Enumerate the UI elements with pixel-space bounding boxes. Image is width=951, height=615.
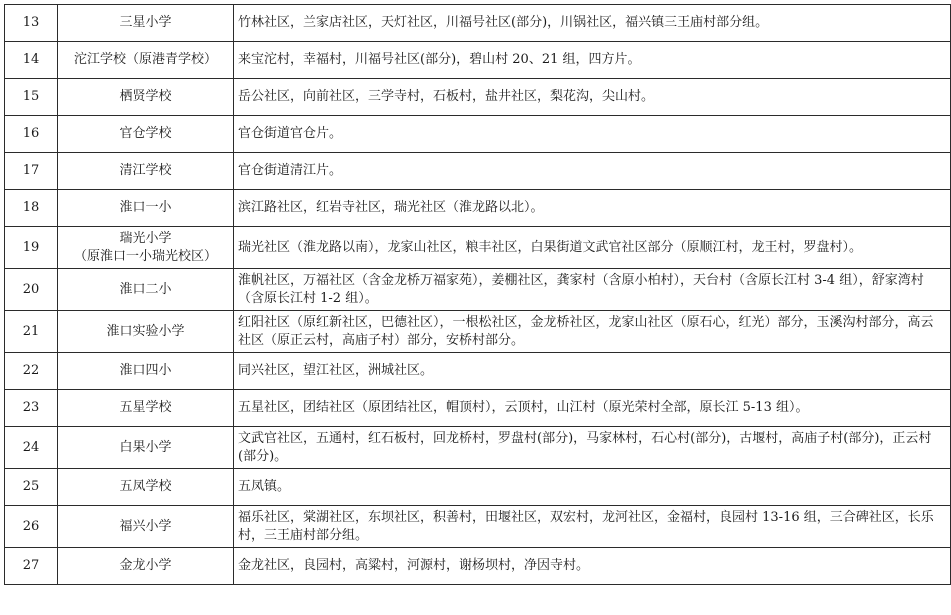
row-number: 26 xyxy=(5,506,58,548)
catchment-area: 滨江路社区，红岩寺社区，瑞光社区（淮龙路以北）。 xyxy=(234,190,951,227)
school-name: 淮口实验小学 xyxy=(58,311,234,353)
school-name: 五凤学校 xyxy=(58,469,234,506)
catchment-area: 岳公社区，向前社区，三学寺村，石板村，盐井社区，梨花沟，尖山村。 xyxy=(234,79,951,116)
row-number: 23 xyxy=(5,390,58,427)
catchment-area: 文武官社区，五通村，红石板村，回龙桥村，罗盘村(部分)，马家林村，石心村(部分)，古堰村，高庙子村(部分)，正云村(部分)。 xyxy=(234,427,951,469)
table-row xyxy=(5,311,951,353)
table-row xyxy=(5,79,951,116)
table-row xyxy=(5,116,951,153)
catchment-area: 红阳社区（原红新社区，巴德社区），一根松社区，金龙桥社区，龙家山社区（原石心，红光）部分，玉溪沟村部分，高云社区（原正云村，高庙子村）部分，安桥村部分。 xyxy=(234,311,951,353)
row-number: 22 xyxy=(5,353,58,390)
school-name: 栖贤学校 xyxy=(58,79,234,116)
row-number: 17 xyxy=(5,153,58,190)
catchment-area: 瑞光社区（淮龙路以南），龙家山社区，粮丰社区，白果街道文武官社区部分（原顺江村，龙王村，罗盘村）。 xyxy=(234,227,951,269)
row-number: 16 xyxy=(5,116,58,153)
table-row xyxy=(5,153,951,190)
row-number: 24 xyxy=(5,427,58,469)
row-number: 14 xyxy=(5,42,58,79)
school-name: 福兴小学 xyxy=(58,506,234,548)
row-number: 18 xyxy=(5,190,58,227)
table-row xyxy=(5,427,951,469)
school-name: 五星学校 xyxy=(58,390,234,427)
catchment-area: 来宝沱村，幸福村，川福号社区(部分)，碧山村 20、21 组，四方片。 xyxy=(234,42,951,79)
school-name: 金龙小学 xyxy=(58,548,234,585)
catchment-area: 五凤镇。 xyxy=(234,469,951,506)
table-row xyxy=(5,227,951,269)
school-name: 淮口四小 xyxy=(58,353,234,390)
catchment-area: 官仓街道官仓片。 xyxy=(234,116,951,153)
school-name: 三星小学 xyxy=(58,5,234,42)
table-row xyxy=(5,5,951,42)
school-name: 淮口一小 xyxy=(58,190,234,227)
catchment-area: 淮帆社区，万福社区（含金龙桥万福家苑），姜棚社区，龚家村（含原小柏村），天台村（含原长江村 3-4 组），舒家湾村（含原长江村 1-2 组）。 xyxy=(234,269,951,311)
school-name xyxy=(58,227,234,269)
catchment-area: 官仓街道清江片。 xyxy=(234,153,951,190)
school-name-line-2: （原淮口一小瑞光校区） xyxy=(73,248,217,264)
row-number: 25 xyxy=(5,469,58,506)
row-number: 21 xyxy=(5,311,58,353)
catchment-area: 竹林社区，兰家店社区，天灯社区，川福号社区(部分)，川锅社区，福兴镇三王庙村部分组。 xyxy=(234,5,951,42)
table-row xyxy=(5,548,951,585)
row-number: 13 xyxy=(5,5,58,42)
row-number: 20 xyxy=(5,269,58,311)
school-name: 清江学校 xyxy=(58,153,234,190)
school-name: 白果小学 xyxy=(58,427,234,469)
table-row xyxy=(5,42,951,79)
table-row xyxy=(5,506,951,548)
table-row xyxy=(5,269,951,311)
table-row xyxy=(5,190,951,227)
catchment-area: 同兴社区，望江社区，洲城社区。 xyxy=(234,353,951,390)
table-row xyxy=(5,390,951,427)
row-number: 19 xyxy=(5,227,58,269)
catchment-area: 福乐社区，棠湖社区，东坝社区，积善村，田堰社区，双宏村，龙河社区，金福村，良园村 13-16 组，三合碑社区，长乐村，三王庙村部分组。 xyxy=(234,506,951,548)
school-zone-table xyxy=(4,4,951,585)
catchment-area: 金龙社区，良园村，高粱村，河源村，谢杨坝村，净因寺村。 xyxy=(234,548,951,585)
school-name: 沱江学校（原港青学校） xyxy=(58,42,234,79)
table-row xyxy=(5,353,951,390)
school-name: 官仓学校 xyxy=(58,116,234,153)
school-name-line-1: 瑞光小学 xyxy=(119,230,172,246)
row-number: 15 xyxy=(5,79,58,116)
row-number: 27 xyxy=(5,548,58,585)
school-name: 淮口二小 xyxy=(58,269,234,311)
catchment-area: 五星社区，团结社区（原团结社区，帽顶村），云顶村，山江村（原光荣村全部，原长江 5-13 组）。 xyxy=(234,390,951,427)
table-row xyxy=(5,469,951,506)
